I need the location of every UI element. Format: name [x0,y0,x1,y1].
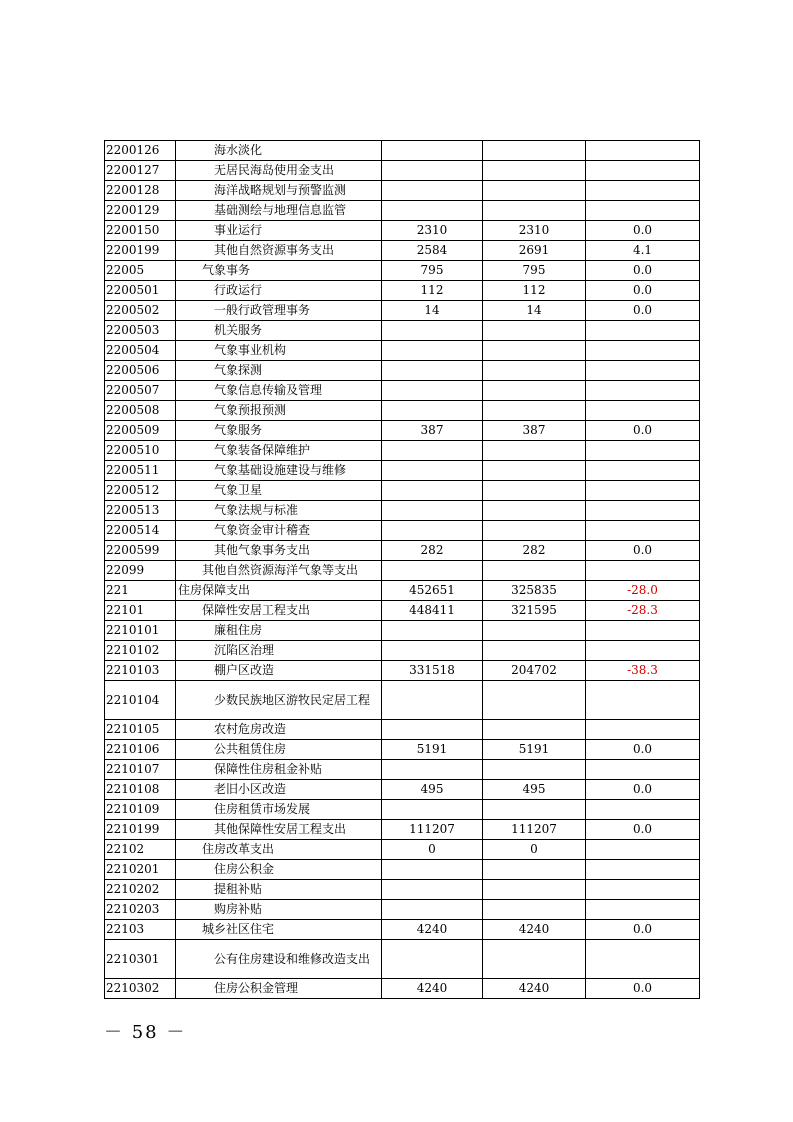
row-item-name: 一般行政管理事务 [176,301,382,321]
row-value-1: 4240 [382,979,483,999]
row-value-2 [483,321,586,341]
row-value-1 [382,481,483,501]
row-value-1 [382,321,483,341]
row-value-2 [483,441,586,461]
table-row [105,840,700,860]
row-value-2 [483,201,586,221]
row-code: 2210301 [105,940,176,979]
row-value-2 [483,860,586,880]
row-value-1: 2584 [382,241,483,261]
row-item-name: 其他保障性安居工程支出 [176,820,382,840]
row-value-1: 331518 [382,661,483,681]
row-code: 2200502 [105,301,176,321]
row-code: 2210105 [105,720,176,740]
table-row [105,760,700,780]
row-item-name: 行政运行 [176,281,382,301]
row-code: 22102 [105,840,176,860]
row-code: 2200514 [105,521,176,541]
row-code: 2200507 [105,381,176,401]
row-change-percent: 0.0 [586,541,700,561]
row-value-2 [483,720,586,740]
page-number: － 58 － [104,1022,187,1043]
row-change-percent [586,161,700,181]
row-code: 2210104 [105,681,176,720]
table-row [105,261,700,281]
row-item-name: 机关服务 [176,321,382,341]
table-row [105,800,700,820]
row-change-percent [586,760,700,780]
budget-sheet [104,140,699,999]
row-item-name: 住房保障支出 [176,581,382,601]
row-item-name: 住房租赁市场发展 [176,800,382,820]
row-code: 2210108 [105,780,176,800]
row-item-name: 气象探测 [176,361,382,381]
row-change-percent [586,341,700,361]
table-row [105,920,700,940]
row-change-percent [586,720,700,740]
row-item-name: 保障性住房租金补贴 [176,760,382,780]
table-row [105,141,700,161]
table-row [105,979,700,999]
row-value-1: 111207 [382,820,483,840]
row-item-name: 廉租住房 [176,621,382,641]
table-row [105,361,700,381]
row-value-2 [483,461,586,481]
row-item-name: 住房公积金 [176,860,382,880]
row-value-2 [483,181,586,201]
row-value-2: 795 [483,261,586,281]
table-row [105,601,700,621]
row-value-1 [382,940,483,979]
row-item-name: 海洋战略规划与预警监测 [176,181,382,201]
row-change-percent: 0.0 [586,780,700,800]
table-row [105,561,700,581]
table-row [105,780,700,800]
row-value-1 [382,181,483,201]
row-value-2: 5191 [483,740,586,760]
row-change-percent [586,561,700,581]
row-change-percent [586,361,700,381]
row-item-name: 其他气象事务支出 [176,541,382,561]
row-value-1: 5191 [382,740,483,760]
row-value-2 [483,521,586,541]
table-row [105,880,700,900]
row-value-2 [483,161,586,181]
row-code: 2200129 [105,201,176,221]
row-value-1 [382,720,483,740]
row-value-1: 14 [382,301,483,321]
row-item-name: 少数民族地区游牧民定居工程 [176,681,382,720]
row-item-name: 气象信息传输及管理 [176,381,382,401]
row-value-1 [382,341,483,361]
row-item-name: 城乡社区住宅 [176,920,382,940]
row-code: 2210103 [105,661,176,681]
row-change-percent [586,681,700,720]
row-item-name: 气象事业机构 [176,341,382,361]
table-row [105,341,700,361]
table-row [105,381,700,401]
row-value-1: 448411 [382,601,483,621]
table-row [105,421,700,441]
row-item-name: 老旧小区改造 [176,780,382,800]
row-change-percent [586,141,700,161]
row-value-1 [382,161,483,181]
row-code: 2210106 [105,740,176,760]
row-code: 2210107 [105,760,176,780]
row-code: 2200126 [105,141,176,161]
row-change-percent [586,641,700,661]
table-row [105,281,700,301]
table-row [105,661,700,681]
row-change-percent: -38.3 [586,661,700,681]
table-row [105,501,700,521]
table-row [105,740,700,760]
row-item-name: 事业运行 [176,221,382,241]
row-change-percent: 0.0 [586,920,700,940]
row-code: 2210201 [105,860,176,880]
row-value-2: 111207 [483,820,586,840]
row-item-name: 其他自然资源海洋气象等支出 [176,561,382,581]
row-value-1 [382,681,483,720]
row-item-name: 其他自然资源事务支出 [176,241,382,261]
budget-table [104,140,700,999]
row-code: 2200508 [105,401,176,421]
row-value-2: 325835 [483,581,586,601]
row-change-percent: 0.0 [586,301,700,321]
row-change-percent [586,501,700,521]
row-value-1: 795 [382,261,483,281]
row-value-1: 4240 [382,920,483,940]
table-row [105,720,700,740]
row-code: 22005 [105,261,176,281]
row-value-2: 112 [483,281,586,301]
row-code: 22101 [105,601,176,621]
table-row [105,820,700,840]
row-value-1: 282 [382,541,483,561]
row-value-2: 387 [483,421,586,441]
row-item-name: 海水淡化 [176,141,382,161]
row-change-percent: -28.3 [586,601,700,621]
row-item-name: 购房补贴 [176,900,382,920]
table-row [105,221,700,241]
table-row [105,900,700,920]
row-item-name: 气象预报预测 [176,401,382,421]
row-code: 2200511 [105,461,176,481]
row-code: 2210199 [105,820,176,840]
budget-table-body [105,141,700,999]
row-code: 2200504 [105,341,176,361]
row-value-2 [483,561,586,581]
row-value-1 [382,501,483,521]
row-change-percent [586,900,700,920]
row-value-2 [483,621,586,641]
row-value-1 [382,521,483,541]
row-change-percent [586,201,700,221]
row-code: 2200512 [105,481,176,501]
row-change-percent: 0.0 [586,740,700,760]
table-row [105,541,700,561]
row-value-1 [382,381,483,401]
row-change-percent: 0.0 [586,820,700,840]
row-item-name: 气象装备保障维护 [176,441,382,461]
row-code: 2200509 [105,421,176,441]
row-value-1: 2310 [382,221,483,241]
row-value-1: 452651 [382,581,483,601]
row-code: 2200127 [105,161,176,181]
row-change-percent: -28.0 [586,581,700,601]
row-value-2: 4240 [483,979,586,999]
row-value-2: 321595 [483,601,586,621]
row-change-percent [586,800,700,820]
row-value-1 [382,361,483,381]
row-change-percent [586,521,700,541]
row-change-percent [586,401,700,421]
row-item-name: 住房公积金管理 [176,979,382,999]
table-row [105,321,700,341]
row-change-percent [586,940,700,979]
table-row [105,441,700,461]
row-value-1 [382,760,483,780]
row-item-name: 公有住房建设和维修改造支出 [176,940,382,979]
row-change-percent [586,481,700,501]
row-value-2 [483,481,586,501]
row-value-1: 387 [382,421,483,441]
row-code: 2200513 [105,501,176,521]
row-value-2 [483,940,586,979]
row-value-2 [483,401,586,421]
table-row [105,481,700,501]
row-code: 2200128 [105,181,176,201]
row-item-name: 气象基础设施建设与维修 [176,461,382,481]
row-change-percent [586,381,700,401]
row-value-2: 2310 [483,221,586,241]
row-code: 2200510 [105,441,176,461]
row-value-1 [382,900,483,920]
row-value-2 [483,501,586,521]
table-row [105,401,700,421]
row-value-2 [483,681,586,720]
row-change-percent [586,840,700,860]
row-item-name: 气象资金审计稽查 [176,521,382,541]
row-value-2: 0 [483,840,586,860]
row-value-1: 112 [382,281,483,301]
row-item-name: 气象服务 [176,421,382,441]
row-change-percent [586,880,700,900]
table-row [105,581,700,601]
row-code: 2200599 [105,541,176,561]
table-row [105,201,700,221]
row-value-2 [483,800,586,820]
row-item-name: 保障性安居工程支出 [176,601,382,621]
row-value-2: 282 [483,541,586,561]
row-change-percent [586,321,700,341]
row-item-name: 气象法规与标准 [176,501,382,521]
row-item-name: 住房改革支出 [176,840,382,860]
row-value-2: 204702 [483,661,586,681]
row-value-2 [483,760,586,780]
row-change-percent: 4.1 [586,241,700,261]
row-change-percent [586,461,700,481]
row-change-percent [586,441,700,461]
row-item-name: 气象事务 [176,261,382,281]
row-code: 2210102 [105,641,176,661]
row-code: 2210109 [105,800,176,820]
row-code: 2200503 [105,321,176,341]
table-row [105,621,700,641]
row-code: 221 [105,581,176,601]
row-change-percent [586,621,700,641]
row-item-name: 棚户区改造 [176,661,382,681]
row-value-1 [382,880,483,900]
row-value-2 [483,361,586,381]
table-row [105,860,700,880]
row-value-1 [382,141,483,161]
row-value-1 [382,641,483,661]
table-row [105,161,700,181]
row-code: 2200199 [105,241,176,261]
row-code: 2210202 [105,880,176,900]
row-value-1 [382,561,483,581]
row-value-2 [483,641,586,661]
row-item-name: 公共租赁住房 [176,740,382,760]
row-code: 2200506 [105,361,176,381]
row-change-percent: 0.0 [586,979,700,999]
table-row [105,681,700,720]
row-value-1 [382,621,483,641]
row-item-name: 农村危房改造 [176,720,382,740]
row-value-2: 2691 [483,241,586,261]
row-value-1 [382,441,483,461]
row-value-1: 495 [382,780,483,800]
row-change-percent: 0.0 [586,261,700,281]
row-change-percent: 0.0 [586,421,700,441]
row-change-percent: 0.0 [586,221,700,241]
row-code: 2200150 [105,221,176,241]
row-code: 2210101 [105,621,176,641]
table-row [105,241,700,261]
table-row [105,641,700,661]
table-row [105,181,700,201]
row-change-percent [586,181,700,201]
row-value-2: 495 [483,780,586,800]
table-row [105,461,700,481]
row-item-name: 提租补贴 [176,880,382,900]
row-value-1 [382,201,483,221]
table-row [105,521,700,541]
row-value-2: 14 [483,301,586,321]
table-row [105,301,700,321]
row-code: 2210302 [105,979,176,999]
row-value-2: 4240 [483,920,586,940]
row-value-2 [483,341,586,361]
row-value-2 [483,141,586,161]
row-value-1 [382,401,483,421]
row-value-2 [483,381,586,401]
row-change-percent: 0.0 [586,281,700,301]
row-item-name: 气象卫星 [176,481,382,501]
row-value-2 [483,880,586,900]
row-code: 2200501 [105,281,176,301]
row-change-percent [586,860,700,880]
row-code: 22099 [105,561,176,581]
row-item-name: 无居民海岛使用金支出 [176,161,382,181]
row-value-1 [382,461,483,481]
table-row [105,940,700,979]
row-value-1 [382,860,483,880]
row-code: 2210203 [105,900,176,920]
row-code: 22103 [105,920,176,940]
row-item-name: 基础测绘与地理信息监管 [176,201,382,221]
row-value-1: 0 [382,840,483,860]
row-value-1 [382,800,483,820]
row-value-2 [483,900,586,920]
row-item-name: 沉陷区治理 [176,641,382,661]
